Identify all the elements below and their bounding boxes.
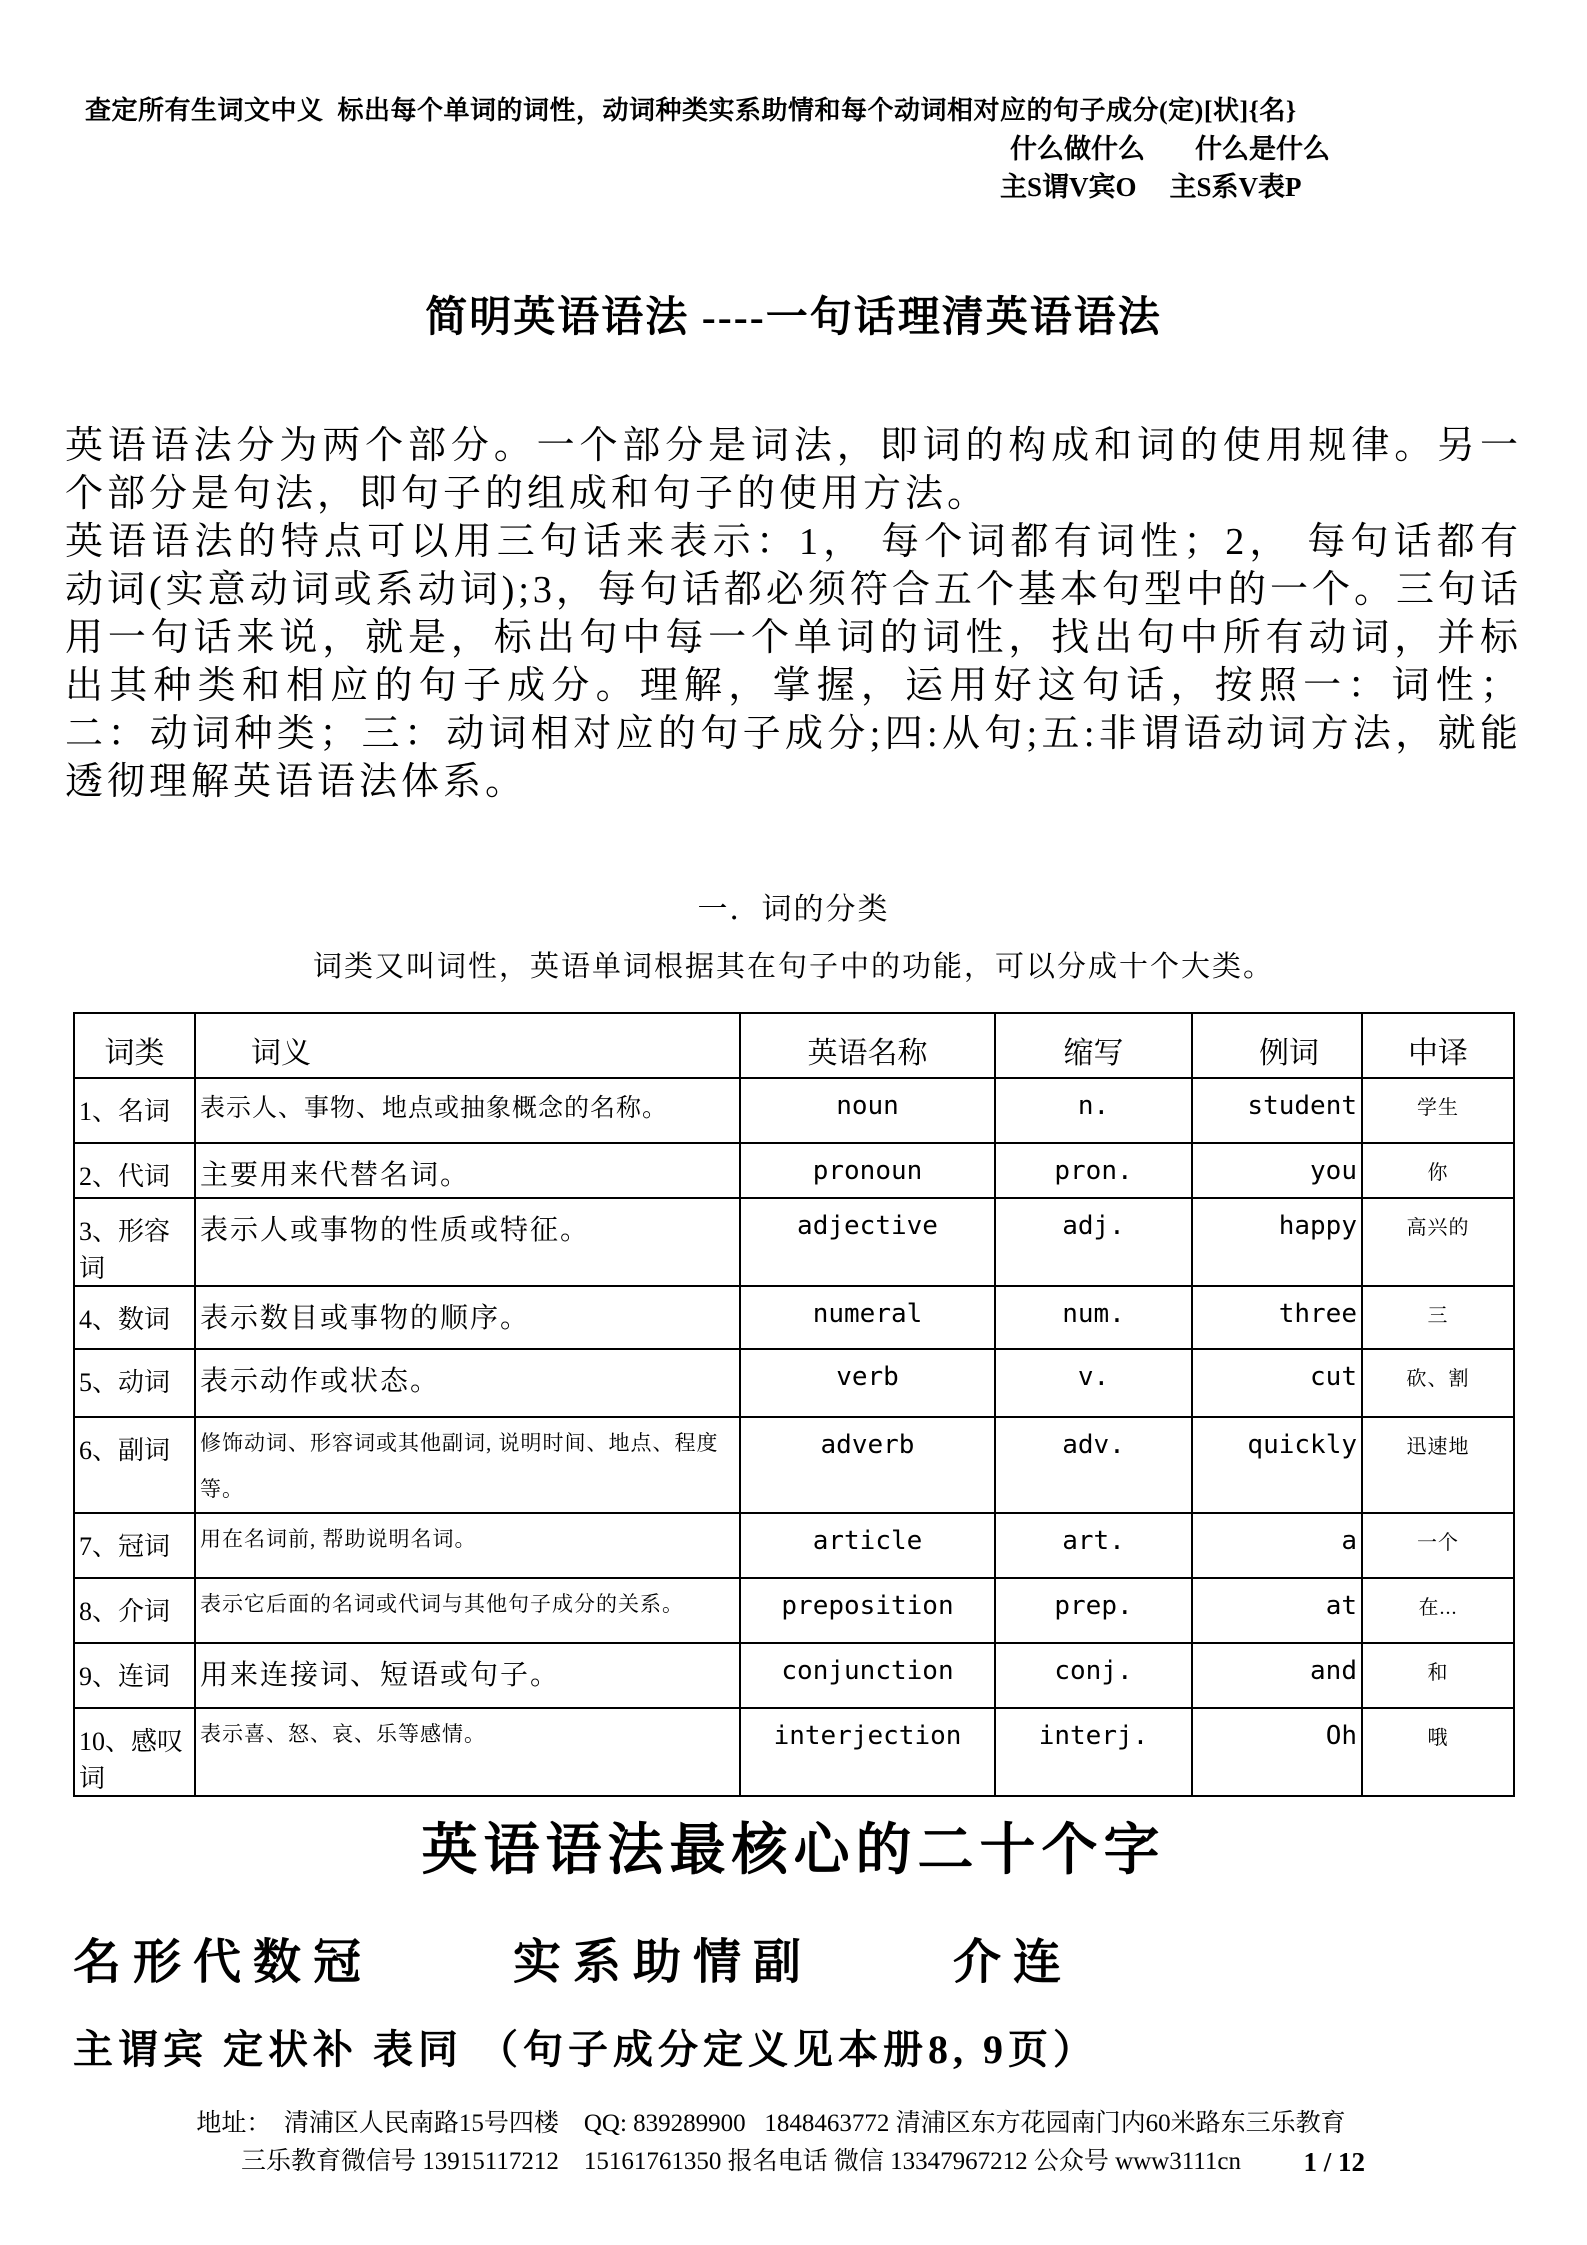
table-row-noun <box>74 1078 1514 1143</box>
section-subheading: 词类又叫词性，英语单词根据其在句子中的功能，可以分成十个大类。 <box>312 951 1274 983</box>
header-note-is-what: 什么是什么 <box>1195 134 1330 164</box>
cell-chinese: 迅速地 <box>1362 1417 1514 1513</box>
cell-example: happy <box>1192 1198 1362 1286</box>
cell-english-name: adjective <box>740 1198 995 1286</box>
cell-example: and <box>1192 1643 1362 1708</box>
cell-word-class: 10、感叹词 <box>74 1708 195 1796</box>
cell-abbreviation: art. <box>995 1513 1192 1578</box>
page-number: 1 / 12 <box>1303 2146 1365 2177</box>
cell-chinese: 和 <box>1362 1643 1514 1708</box>
col-header-example: 例词 <box>1192 1013 1362 1078</box>
cell-abbreviation: pron. <box>995 1143 1192 1198</box>
header-note-svp: 主S系V表P <box>1169 172 1302 202</box>
cell-abbreviation: adj. <box>995 1198 1192 1286</box>
cell-abbreviation: v. <box>995 1349 1192 1417</box>
cell-english-name: numeral <box>740 1286 995 1349</box>
cell-meaning: 表示人或事物的性质或特征。 <box>195 1198 740 1286</box>
cell-english-name: pronoun <box>740 1143 995 1198</box>
col-header-meaning: 词义 <box>195 1013 740 1078</box>
table-row-conjunction <box>74 1643 1514 1708</box>
cell-chinese: 高兴的 <box>1362 1198 1514 1286</box>
cell-abbreviation: num. <box>995 1286 1192 1349</box>
word-classes-table <box>73 1012 1515 1797</box>
cell-chinese: 一个 <box>1362 1513 1514 1578</box>
header-note-svo: 主S谓V宾O <box>1000 172 1137 202</box>
intro-section <box>65 422 1522 806</box>
cell-example: at <box>1192 1578 1362 1643</box>
cell-chinese: 你 <box>1362 1143 1514 1198</box>
col-header-chinese: 中译 <box>1362 1013 1514 1078</box>
header-note-line2 <box>1010 130 1522 168</box>
table-row-numeral <box>74 1286 1514 1349</box>
col-header-word-class: 词类 <box>74 1013 195 1078</box>
cell-word-class: 9、连词 <box>74 1643 195 1708</box>
cell-chinese: 砍、割 <box>1362 1349 1514 1417</box>
header-note-line3 <box>1000 168 1522 206</box>
cell-english-name: conjunction <box>740 1643 995 1708</box>
cell-chinese: 学生 <box>1362 1078 1514 1143</box>
core-group-verbs: 实系助情副 <box>513 1935 814 1989</box>
cell-word-class: 7、冠词 <box>74 1513 195 1578</box>
core-words-groups <box>73 1933 1522 1993</box>
table-row-interjection <box>74 1708 1514 1796</box>
table-row-adverb <box>74 1417 1514 1513</box>
cell-english-name: adverb <box>740 1417 995 1513</box>
table-row-pronoun <box>74 1143 1514 1198</box>
cell-chinese: 三 <box>1362 1286 1514 1349</box>
cell-meaning: 用在名词前, 帮助说明名词。 <box>195 1513 740 1578</box>
col-header-english-name: 英语名称 <box>740 1013 995 1078</box>
cell-abbreviation: n. <box>995 1078 1192 1143</box>
cell-word-class: 1、名词 <box>74 1078 195 1143</box>
table-row-verb <box>74 1349 1514 1417</box>
cell-example: Oh <box>1192 1708 1362 1796</box>
cell-word-class: 5、动词 <box>74 1349 195 1417</box>
cell-example: quickly <box>1192 1417 1362 1513</box>
table-row-article <box>74 1513 1514 1578</box>
cell-example: you <box>1192 1143 1362 1198</box>
cell-english-name: verb <box>740 1349 995 1417</box>
col-header-abbreviation: 缩写 <box>995 1013 1192 1078</box>
cell-abbreviation: adv. <box>995 1417 1192 1513</box>
cell-word-class: 4、数词 <box>74 1286 195 1349</box>
cell-english-name: preposition <box>740 1578 995 1643</box>
cell-english-name: noun <box>740 1078 995 1143</box>
intro-paragraph-2: 英语语法的特点可以用三句话来表示：1， 每个词都有词性；2， 每句话都有动词(实意动词或系动词);3，每句话都必须符合五个基本句型中的一个。三句话用一句话来说，就是，标出句中每一个单词的词性，找出句中所有动词，并标出其种类和相应的句子成分。理解，掌握，运用好这句话，按照一：词性；二：动词种类；三：动词相对应的句子成分;四:从句;五:非谓语动词方法，就能透彻理解英语语法体系。 <box>65 521 1522 803</box>
core-group-connectors: 介连 <box>953 1935 1074 1989</box>
cell-word-class: 6、副词 <box>74 1417 195 1513</box>
cell-word-class: 8、介词 <box>74 1578 195 1643</box>
core-group-notional: 名形代数冠 <box>73 1935 374 1989</box>
intro-paragraph-1: 英语语法分为两个部分。一个部分是词法，即词的构成和词的使用规律。另一个部分是句法，即句子的组成和句子的使用方法。 <box>65 425 1522 515</box>
table-row-preposition <box>74 1578 1514 1643</box>
table-header-row <box>74 1013 1514 1078</box>
cell-meaning: 用来连接词、短语或句子。 <box>195 1643 740 1708</box>
table-row-adjective <box>74 1198 1514 1286</box>
page-footer <box>65 2105 1522 2181</box>
cell-meaning: 表示它后面的名词或代词与其他句子成分的关系。 <box>195 1578 740 1643</box>
cell-chinese: 哦 <box>1362 1708 1514 1796</box>
cell-example: student <box>1192 1078 1362 1143</box>
cell-meaning: 主要用来代替名词。 <box>195 1143 740 1198</box>
sentence-elements-line: 主谓宾 定状补 表同 （句子成分定义见本册8, 9页） <box>73 2026 1098 2072</box>
cell-word-class: 2、代词 <box>74 1143 195 1198</box>
cell-meaning: 表示人、事物、地点或抽象概念的名称。 <box>195 1078 740 1143</box>
section-heading: 一．词的分类 <box>697 893 890 926</box>
document-header <box>65 92 1522 206</box>
footer-address-line: 地址： 清浦区人民南路15号四楼 QQ: 839289900 1848463772 清浦区东方花园南门内60米路东三乐教育 <box>196 2109 1346 2137</box>
cell-english-name: article <box>740 1513 995 1578</box>
cell-meaning: 修饰动词、形容词或其他副词, 说明时间、地点、程度等。 <box>195 1417 740 1513</box>
cell-example: three <box>1192 1286 1362 1349</box>
cell-abbreviation: interj. <box>995 1708 1192 1796</box>
cell-chinese: 在... <box>1362 1578 1514 1643</box>
cell-example: cut <box>1192 1349 1362 1417</box>
cell-meaning: 表示动作或状态。 <box>195 1349 740 1417</box>
core-words-heading: 英语语法最核心的二十个字 <box>421 1819 1166 1882</box>
cell-word-class: 3、形容词 <box>74 1198 195 1286</box>
cell-abbreviation: conj. <box>995 1643 1192 1708</box>
cell-example: a <box>1192 1513 1362 1578</box>
cell-abbreviation: prep. <box>995 1578 1192 1643</box>
cell-english-name: interjection <box>740 1708 995 1796</box>
header-note-line1: 查定所有生词文中义 标出每个单词的词性，动词种类实系助情和每个动词相对应的句子成分(定)[状]{名} <box>85 96 1297 125</box>
footer-contact-line: 三乐教育微信号 13915117212 15161761350 报名电话 微信 13347967212 公众号 www3111cn <box>241 2147 1241 2175</box>
header-note-do-what: 什么做什么 <box>1010 134 1145 164</box>
cell-meaning: 表示喜、怒、哀、乐等感情。 <box>195 1708 740 1796</box>
cell-meaning: 表示数目或事物的顺序。 <box>195 1286 740 1349</box>
page-title: 简明英语语法 ----一句话理清英语语法 <box>425 295 1162 341</box>
